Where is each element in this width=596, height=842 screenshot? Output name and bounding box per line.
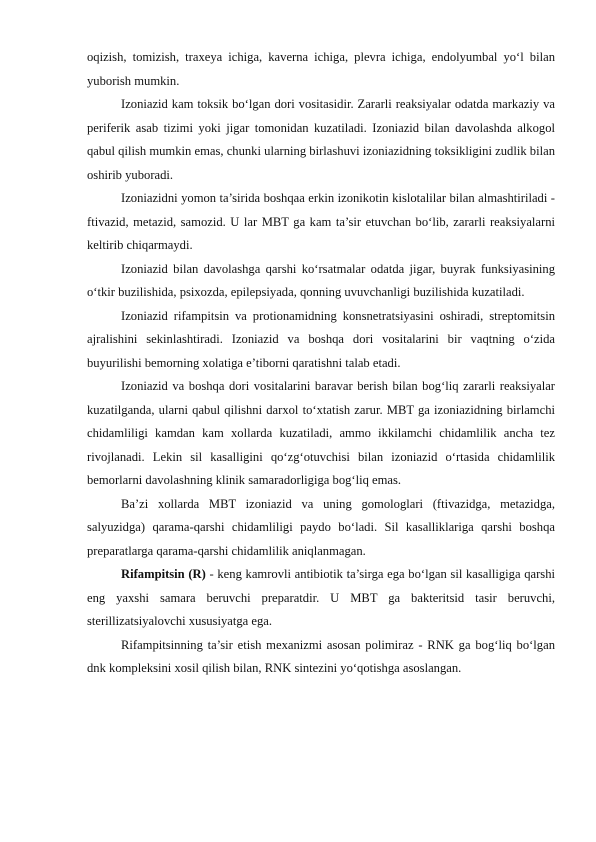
paragraph-rifampicin-mechanism: Rifampitsinning ta’sir etish mexanizmi asosan polimiraz - RNK ga bog‘liq bo‘lgan dnk kompleksini xosil qilish bilan, RNK sintezini yo‘qotishga asoslangan.: [87, 637, 555, 675]
rifampicin-description: - keng kamrovli antibiotik ta’sirga ega bo‘lgan sil kasalligiga qarshi eng yaxshi samara beruvchi preparatdir. U MBT ga bakteritsid tasir beruvchi, sterillizatsiyalovchi xususiyatga ega.: [87, 567, 556, 628]
paragraph-interactions: Izoniazid rifampitsin va protionamidning konsnetratsiyasini oshiradi, streptomitsin ajralishini sekinlashtiradi. Izoniazid va boshqa dori vositalarini bir vaqtning o‘zida buyurilishi bemorning xolatiga e’tiborni qaratishni talab etadi.: [87, 308, 555, 370]
paragraph-izoniazid-substitutes: Izoniazidni yomon ta’sirida boshqaa erkin izonikotin kislotalilar bilan almashtiriladi - ftivazid, metazid, samozid. U lar MBT ga kam ta’sir etuvchan bo‘lib, zararli reaksiyalarni keltirib chiqarmaydi.: [87, 191, 555, 252]
paragraph-continuation: oqizish, tomizish, traxeya ichiga, kaverna ichiga, plevra ichiga, endolyumbal yo‘l bilan yuborish mumkin.: [87, 50, 555, 88]
paragraph-contraindications: Izoniazid bilan davolashga qarshi ko‘rsatmalar odatda jigar, buyrak funksiyasining o‘tkir buzilishida, psixozda, epilepsiyada, qonning uvuvchanligi buzilishida kuzatiladi.: [87, 261, 555, 299]
paragraph-rifampicin: [87, 563, 555, 634]
document-page: [87, 46, 555, 681]
rifampicin-term: Rifampitsin (R): [121, 567, 206, 581]
paragraph-izoniazid-toxicity: Izoniazid kam toksik bo‘lgan dori vositasidir. Zararli reaksiyalar odatda markaziy va periferik asab tizimi yoki jigar tomonidan kuzatiladi. Izoniazid bilan davolashda alkogol qabul qilish mumkin emas, chunki ularning birlashuvi izoniazidning toksikligini zudlik bilan oshirib yuboradi.: [87, 97, 555, 182]
paragraph-resistance: Izoniazid va boshqa dori vositalarini baravar berish bilan bog‘liq zararli reaksiyalar kuzatilganda, ularni qabul qilishni darxol to‘xtatish zarur. MBT ga izoniazidning birlamchi chidamliligi kamdan kam xollarda kuzatiladi, ammo ikkilamchi chidamlilik ancha tez rivojlanadi. Lekin sil kasalligini qo‘zg‘otuvchisi bilan izoniazid o‘rtasida chidamlilik bemorlarni davolashning klinik samaradorligiga bog‘liq emas.: [87, 379, 555, 487]
paragraph-cross-resistance: Ba’zi xollarda MBT izoniazid va uning gomologlari (ftivazidga, metazidga, salyuzidga) qarama-qarshi chidamliligi paydo bo‘ladi. Sil kasalliklariga qarshi boshqa preparatlarga qarama-qarshi chidamlilik aniqlanmagan.: [87, 496, 555, 558]
